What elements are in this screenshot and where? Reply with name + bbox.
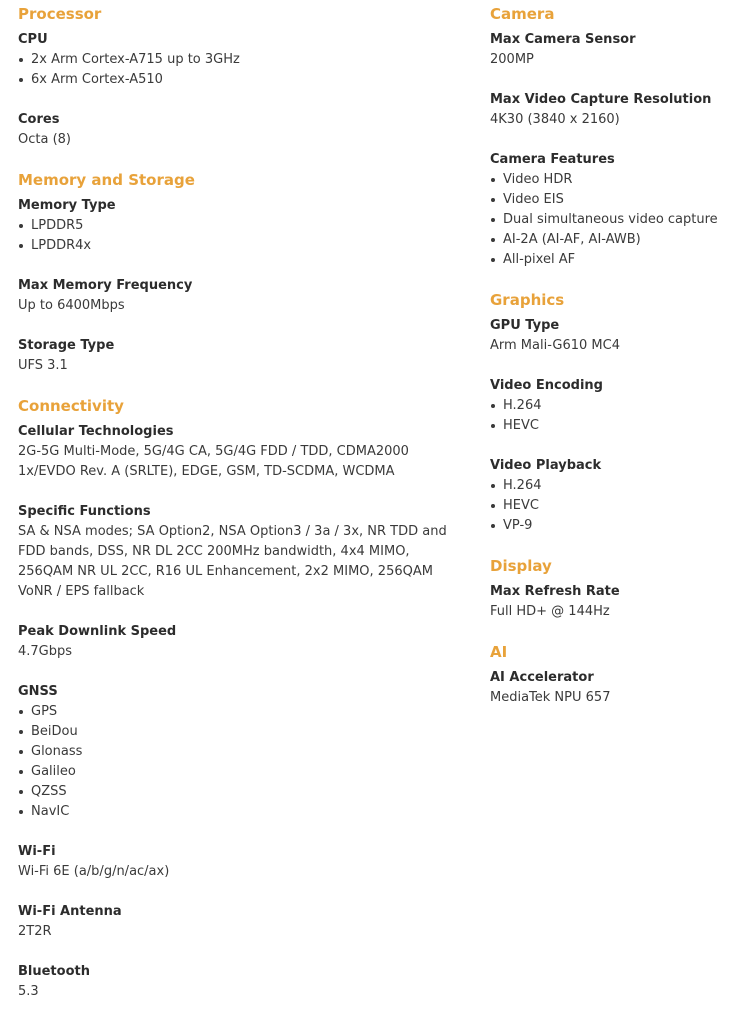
spec-list: [18, 702, 458, 822]
spec-label: Wi-Fi Antenna: [18, 904, 122, 919]
list-item: H.264: [490, 476, 726, 496]
spec-label: Max Camera Sensor: [490, 32, 636, 47]
spec-memory-type: [18, 196, 458, 256]
section-title: Processor: [18, 5, 102, 23]
list-item: QZSS: [18, 782, 458, 802]
spec-value: SA & NSA modes; SA Option2, NSA Option3 / 3a / 3x, NR TDD and FDD bands, DSS, NR DL 2CC 200MHz bandwidth, 4x4 MIMO, 256QAM NR UL 2CC, R16 UL Enhancement, 2x2 MIMO, 256QAM VoNR / EPS fallback: [18, 524, 447, 599]
spec-label: GNSS: [18, 684, 58, 699]
spec-label: Bluetooth: [18, 964, 90, 979]
list-item: Glonass: [18, 742, 458, 762]
spec-label: Max Memory Frequency: [18, 278, 193, 293]
spec-bluetooth: [18, 962, 458, 1002]
spec-max-refresh-rate: [490, 582, 726, 622]
list-item: VP-9: [490, 516, 726, 536]
section-processor: [18, 4, 458, 150]
spec-label: Video Playback: [490, 458, 602, 473]
spec-label: Peak Downlink Speed: [18, 624, 177, 639]
spec-gpu-type: [490, 316, 726, 356]
spec-value: UFS 3.1: [18, 358, 68, 373]
spec-list: [18, 50, 458, 90]
spec-label: Cellular Technologies: [18, 424, 174, 439]
list-item: All-pixel AF: [490, 250, 726, 270]
spec-label: Specific Functions: [18, 504, 151, 519]
spec-label: Max Video Capture Resolution: [490, 92, 712, 107]
spec-cellular-technologies: [18, 422, 458, 482]
list-item: GPS: [18, 702, 458, 722]
section-connectivity: [18, 396, 458, 1002]
spec-value: Octa (8): [18, 132, 71, 147]
spec-value: 4.7Gbps: [18, 644, 73, 659]
spec-list: [18, 216, 458, 256]
spec-label: AI Accelerator: [490, 670, 594, 685]
spec-storage-type: [18, 336, 458, 376]
spec-peak-downlink-speed: [18, 622, 458, 662]
section-ai: [490, 642, 726, 708]
spec-label: Camera Features: [490, 152, 615, 167]
right-column: [490, 0, 726, 728]
spec-list: [490, 396, 726, 436]
spec-value: MediaTek NPU 657: [490, 690, 611, 705]
list-item: Video EIS: [490, 190, 726, 210]
spec-video-encoding: [490, 376, 726, 436]
section-title: AI: [490, 643, 508, 661]
spec-value: Wi-Fi 6E (a/b/g/n/ac/ax): [18, 864, 170, 879]
spec-video-playback: [490, 456, 726, 536]
list-item: 6x Arm Cortex-A510: [18, 70, 458, 90]
spec-list: [490, 476, 726, 536]
spec-wi-fi: [18, 842, 458, 882]
spec-value: 5.3: [18, 984, 39, 999]
list-item: Galileo: [18, 762, 458, 782]
spec-label: Wi-Fi: [18, 844, 56, 859]
spec-max-memory-frequency: [18, 276, 458, 316]
section-memory-and-storage: [18, 170, 458, 376]
spec-value: 4K30 (3840 x 2160): [490, 112, 620, 127]
spec-label: Max Refresh Rate: [490, 584, 620, 599]
spec-specific-functions: [18, 502, 458, 602]
spec-wi-fi-antenna: [18, 902, 458, 942]
spec-value: 2G-5G Multi-Mode, 5G/4G CA, 5G/4G FDD / TDD, CDMA2000 1x/EVDO Rev. A (SRLTE), EDGE, GSM, TD-SCDMA, WCDMA: [18, 444, 409, 479]
spec-value: 200MP: [490, 52, 534, 67]
spec-camera-features: [490, 150, 726, 270]
spec-list: [490, 170, 726, 270]
list-item: Dual simultaneous video capture: [490, 210, 726, 230]
section-title: Memory and Storage: [18, 171, 195, 189]
spec-value: Arm Mali-G610 MC4: [490, 338, 620, 353]
spec-cores: [18, 110, 458, 150]
spec-label: CPU: [18, 32, 48, 47]
list-item: HEVC: [490, 416, 726, 436]
list-item: LPDDR4x: [18, 236, 458, 256]
spec-label: GPU Type: [490, 318, 560, 333]
spec-cpu: [18, 30, 458, 90]
section-graphics: [490, 290, 726, 536]
section-title: Camera: [490, 5, 555, 23]
list-item: Video HDR: [490, 170, 726, 190]
list-item: BeiDou: [18, 722, 458, 742]
spec-gnss: [18, 682, 458, 822]
spec-value: Up to 6400Mbps: [18, 298, 125, 313]
spec-label: Memory Type: [18, 198, 116, 213]
section-title: Display: [490, 557, 552, 575]
spec-value: 2T2R: [18, 924, 52, 939]
spec-label: Storage Type: [18, 338, 115, 353]
list-item: NavIC: [18, 802, 458, 822]
spec-label: Cores: [18, 112, 60, 127]
spec-ai-accelerator: [490, 668, 726, 708]
list-item: 2x Arm Cortex-A715 up to 3GHz: [18, 50, 458, 70]
list-item: AI-2A (AI-AF, AI-AWB): [490, 230, 726, 250]
section-display: [490, 556, 726, 622]
spec-max-camera-sensor: [490, 30, 726, 70]
section-camera: [490, 4, 726, 270]
list-item: HEVC: [490, 496, 726, 516]
spec-label: Video Encoding: [490, 378, 603, 393]
list-item: H.264: [490, 396, 726, 416]
spec-max-video-capture-resolution: [490, 90, 726, 130]
left-column: [18, 0, 458, 1022]
section-title: Graphics: [490, 291, 565, 309]
section-title: Connectivity: [18, 397, 124, 415]
spec-value: Full HD+ @ 144Hz: [490, 604, 610, 619]
list-item: LPDDR5: [18, 216, 458, 236]
